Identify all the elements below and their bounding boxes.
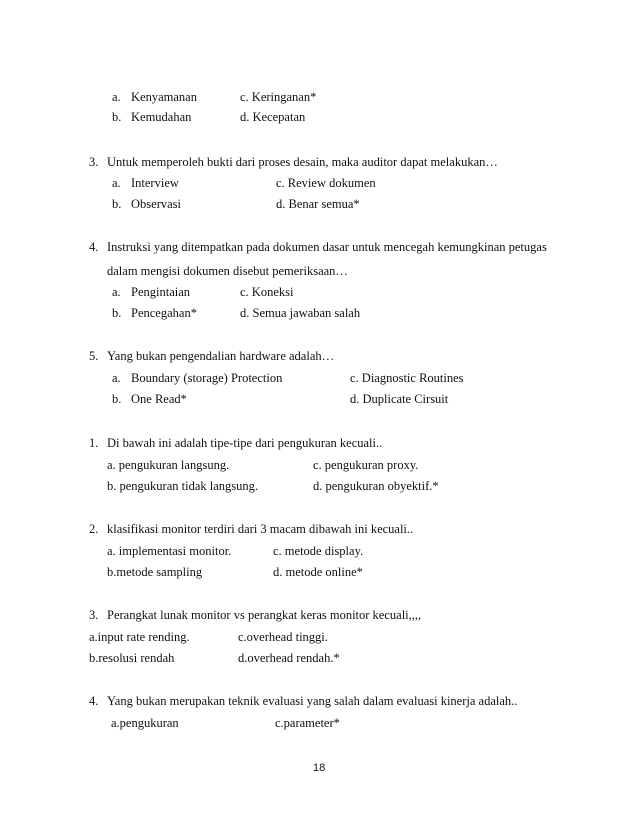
option-a: a. implementasi monitor. (107, 544, 232, 558)
page-number: 18 (313, 762, 326, 774)
question-text: Di bawah ini adalah tipe-tipe dari pengukuran kecuali.. (107, 436, 383, 450)
option-b: Pencegahan* (131, 306, 197, 320)
option-d: d. Duplicate Cirsuit (350, 392, 449, 406)
option-b: b.metode sampling (107, 565, 203, 579)
option-d: d. Kecepatan (240, 110, 306, 124)
option-letter: b. (112, 110, 122, 124)
option-letter: a. (112, 285, 121, 299)
option-a: Interview (131, 176, 179, 190)
option-b: Observasi (131, 197, 181, 211)
option-letter: a. (112, 371, 121, 385)
option-a: a. pengukuran langsung. (107, 458, 230, 472)
question-number: 5. (89, 349, 99, 363)
option-d: d.overhead rendah.* (238, 651, 340, 665)
option-d: d. pengukuran obyektif.* (313, 479, 439, 493)
option-c: c.parameter* (275, 716, 340, 730)
option-d: d. Benar semua* (276, 197, 360, 211)
option-b: b. pengukuran tidak langsung. (107, 479, 259, 493)
option-c: c. pengukuran proxy. (313, 458, 419, 472)
option-letter: a. (112, 90, 121, 104)
option-letter: b. (112, 392, 122, 406)
option-letter: b. (112, 197, 122, 211)
option-c: c. Review dokumen (276, 176, 376, 190)
question-text: Untuk memperoleh bukti dari proses desain, maka auditor dapat melakukan… (107, 155, 498, 169)
option-a: a.input rate rending. (89, 630, 190, 644)
question-number: 3. (89, 608, 99, 622)
option-a: Kenyamanan (131, 90, 197, 104)
question-text-cont: dalam mengisi dokumen disebut pemeriksaan… (107, 264, 348, 278)
option-c: c. Diagnostic Routines (350, 371, 464, 385)
option-a: Pengintaian (131, 285, 191, 299)
option-d: d. Semua jawaban salah (240, 306, 361, 320)
question-number: 3. (89, 155, 99, 169)
option-a: Boundary (storage) Protection (131, 371, 283, 385)
option-letter: b. (112, 306, 122, 320)
question-text: klasifikasi monitor terdiri dari 3 macam dibawah ini kecuali.. (107, 522, 414, 536)
option-c: c. Koneksi (240, 285, 294, 299)
question-number: 1. (89, 436, 99, 450)
option-a: a.pengukuran (111, 716, 179, 730)
option-c: c.overhead tinggi. (238, 630, 328, 644)
question-number: 4. (89, 240, 99, 254)
option-c: c. Keringanan* (240, 90, 317, 104)
question-text: Yang bukan merupakan teknik evaluasi yang salah dalam evaluasi kinerja adalah.. (107, 694, 518, 708)
question-number: 2. (89, 522, 99, 536)
option-d: d. metode online* (273, 565, 363, 579)
question-text: Instruksi yang ditempatkan pada dokumen dasar untuk mencegah kemungkinan petugas (107, 240, 547, 254)
option-b: b.resolusi rendah (89, 651, 175, 665)
option-letter: a. (112, 176, 121, 190)
question-text: Yang bukan pengendalian hardware adalah… (107, 349, 335, 363)
question-text: Perangkat lunak monitor vs perangkat keras monitor kecuali,,,, (107, 608, 422, 622)
question-number: 4. (89, 694, 99, 708)
option-b: One Read* (131, 392, 187, 406)
option-b: Kemudahan (131, 110, 192, 124)
option-c: c. metode display. (273, 544, 364, 558)
